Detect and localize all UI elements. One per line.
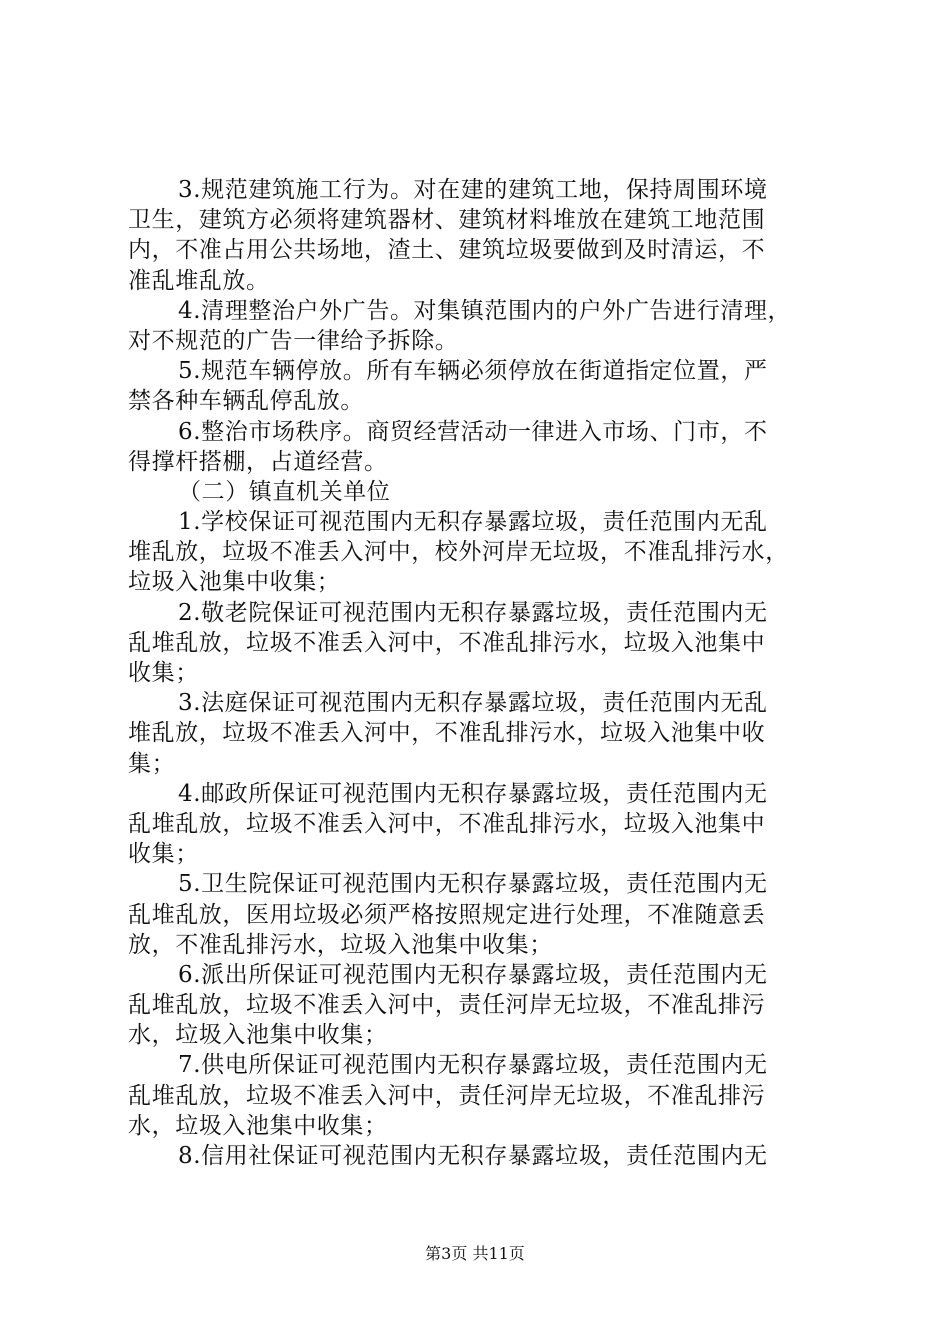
text-line: 集； bbox=[128, 750, 176, 777]
text-line: 堆乱放，垃圾不准丢入河中，不准乱排污水，垃圾入池集中收 bbox=[128, 720, 766, 747]
text-line: 4.清理整治户外广告。对集镇范围内的户外广告进行清理， bbox=[178, 297, 792, 324]
text-line: 8.信用社保证可视范围内无积存暴露垃圾，责任范围内无 bbox=[178, 1143, 768, 1169]
text-line: 对不规范的广告一律给予拆除。 bbox=[128, 327, 459, 354]
text-line: 水，垃圾入池集中收集； bbox=[128, 1112, 388, 1139]
text-line: 1.学校保证可视范围内无积存暴露垃圾，责任范围内无乱 bbox=[178, 509, 768, 536]
text-line: 准乱堆乱放。 bbox=[128, 267, 270, 294]
text-line: 乱堆乱放，垃圾不准丢入河中，责任河岸无垃圾，不准乱排污 bbox=[128, 1082, 766, 1109]
text-line: 放，不准乱排污水，垃圾入池集中收集； bbox=[128, 931, 553, 958]
text-line: （二）镇直机关单位 bbox=[178, 478, 391, 505]
text-line: 3.规范建筑施工行为。对在建的建筑工地，保持周围环境 bbox=[178, 177, 768, 203]
text-line: 5.规范车辆停放。所有车辆必须停放在街道指定位置，严 bbox=[178, 358, 768, 385]
text-line: 乱堆乱放，垃圾不准丢入河中，不准乱排污水，垃圾入池集中 bbox=[128, 810, 766, 837]
text-line: 堆乱放，垃圾不准丢入河中，校外河岸无垃圾，不准乱排污水， bbox=[128, 539, 789, 566]
text-line: 2.敬老院保证可视范围内无积存暴露垃圾，责任范围内无 bbox=[178, 599, 768, 626]
text-line: 乱堆乱放，医用垃圾必须严格按照规定进行处理，不准随意丢 bbox=[128, 901, 766, 928]
text-line: 5.卫生院保证可视范围内无积存暴露垃圾，责任范围内无 bbox=[178, 871, 768, 898]
text-line: 得撑杆搭棚，占道经营。 bbox=[128, 448, 388, 475]
text-line: 7.供电所保证可视范围内无积存暴露垃圾，责任范围内无 bbox=[178, 1052, 768, 1079]
text-line: 收集； bbox=[128, 841, 199, 868]
page-number-footer: 第3页 共11页 bbox=[425, 1244, 525, 1263]
text-line: 4.邮政所保证可视范围内无积存暴露垃圾，责任范围内无 bbox=[178, 780, 768, 807]
text-line: 3.法庭保证可视范围内无积存暴露垃圾，责任范围内无乱 bbox=[178, 690, 768, 717]
text-line: 水，垃圾入池集中收集； bbox=[128, 1022, 388, 1049]
text-line: 禁各种车辆乱停乱放。 bbox=[128, 388, 364, 415]
text-line: 乱堆乱放，垃圾不准丢入河中，不准乱排污水，垃圾入池集中 bbox=[128, 629, 766, 656]
text-line: 内，不准占用公共场地，渣土、建筑垃圾要做到及时清运，不 bbox=[128, 237, 766, 264]
text-line: 6.整治市场秩序。商贸经营活动一律进入市场、门市，不 bbox=[178, 418, 768, 445]
text-line: 垃圾入池集中收集； bbox=[128, 569, 341, 596]
text-line: 卫生，建筑方必须将建筑器材、建筑材料堆放在建筑工地范围 bbox=[128, 207, 766, 234]
text-line: 6.派出所保证可视范围内无积存暴露垃圾，责任范围内无 bbox=[178, 961, 768, 988]
text-line: 收集； bbox=[128, 660, 199, 686]
document-body bbox=[128, 175, 843, 1171]
text-line: 乱堆乱放，垃圾不准丢入河中，责任河岸无垃圾，不准乱排污 bbox=[128, 992, 766, 1019]
